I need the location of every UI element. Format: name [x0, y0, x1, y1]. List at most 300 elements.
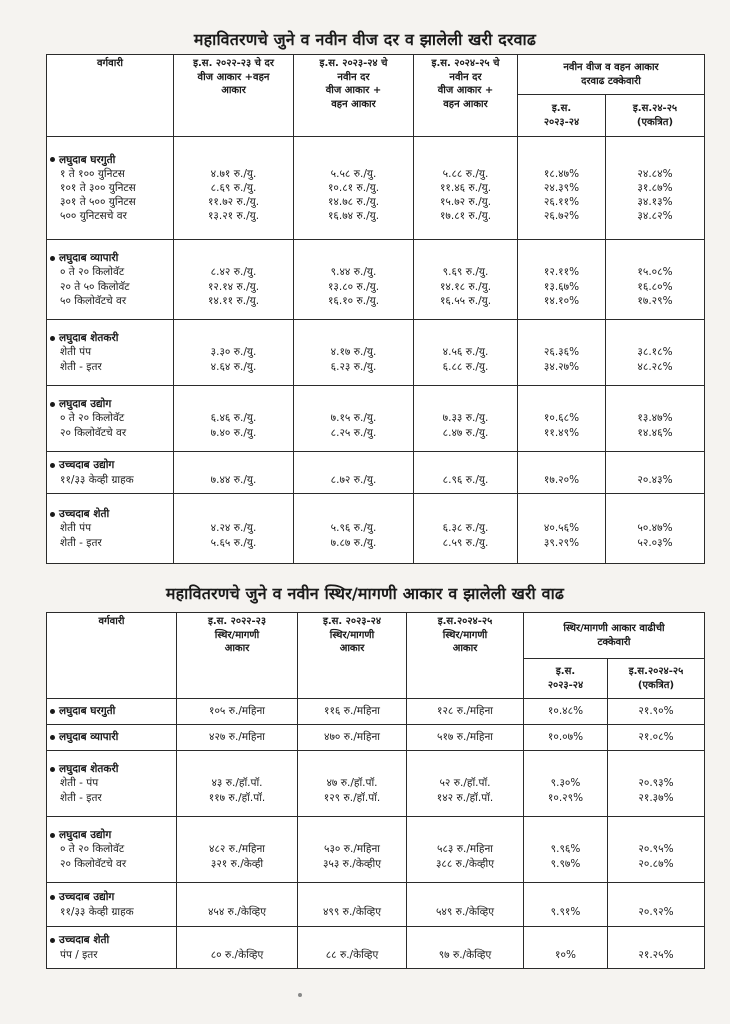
tariff-table	[46, 54, 705, 564]
header-line: आकार	[224, 643, 250, 654]
group-row	[47, 320, 705, 386]
value-text: १०.६८%	[543, 412, 580, 425]
fixed-charge-title: महावितरणचे जुने व नवीन स्थिर/मागणी आकार व झालेली खरी वाढ	[165, 584, 565, 603]
value-cell	[177, 751, 298, 817]
value-text: १४.१८ रु./यु.	[439, 280, 492, 293]
value-cell	[414, 137, 518, 240]
increase-subheader	[524, 659, 608, 699]
value-text: ८० रु./केव्हिए	[210, 948, 264, 961]
group-row	[47, 494, 705, 564]
value-cell	[294, 137, 414, 240]
value-cell	[177, 725, 298, 751]
value-text: ७.४० रु./यु.	[210, 426, 257, 439]
value-text: १४.७८ रु./यु.	[327, 196, 380, 209]
category-cell	[47, 927, 177, 969]
value-cell	[518, 137, 606, 240]
group-heading	[50, 828, 173, 842]
group-heading-text: लघुदाब व्यापारी	[59, 731, 119, 744]
category-cell	[47, 137, 174, 240]
value-text: ८.२५ रु./यु.	[330, 426, 377, 439]
value-cell	[608, 883, 705, 927]
value-cell	[407, 883, 524, 927]
group-heading-text: उच्चदाब उद्योग	[59, 891, 115, 904]
value-cell	[414, 386, 518, 452]
value-cell	[414, 320, 518, 386]
row-label: शेती - इतर	[60, 536, 102, 549]
value-text: ९.४४ रु./यु.	[330, 266, 377, 279]
group-row	[47, 137, 705, 240]
value-text: १०.०७%	[547, 731, 584, 744]
value-text: १२.११%	[543, 266, 580, 279]
header-line: इ.स.	[551, 103, 572, 114]
group-heading	[50, 251, 170, 265]
row-label: १ ते १०० युनिटस	[60, 167, 125, 180]
value-cell	[298, 817, 407, 883]
header-line: (एकत्रित)	[636, 116, 674, 128]
value-text: १४.१०%	[543, 294, 580, 307]
value-text: १४.४६%	[637, 426, 673, 439]
value-text: १५.०८%	[637, 266, 673, 279]
value-text: १३.६७%	[543, 280, 580, 293]
value-text: १३.२१ रु./यु.	[207, 210, 260, 223]
tariff-title: महावितरणचे जुने व नवीन वीज दर व झालेली खरी दरवाढ	[193, 30, 537, 49]
group-row	[47, 927, 705, 969]
value-text: २१.३७%	[638, 791, 674, 804]
value-cell	[298, 725, 407, 751]
value-text: ३२१ रु./केव्ही	[210, 857, 264, 870]
value-text: ५१७ रु./महिना	[437, 731, 493, 744]
value-text: २१.९०%	[638, 705, 674, 718]
value-text: ८.४२ रु./यु.	[210, 266, 257, 279]
value-cell	[298, 699, 407, 725]
value-text: ५२.०३%	[637, 536, 673, 549]
category-cell	[47, 494, 174, 564]
value-text: ४.६४ रु./यु.	[210, 360, 257, 373]
value-text: ३.३० रु./यु.	[210, 346, 257, 359]
group-row	[47, 751, 705, 817]
bullet-icon	[50, 336, 55, 341]
bullet-icon	[50, 833, 55, 838]
value-text: ५३० रु./महिना	[324, 843, 380, 856]
header-line: इ.स. २०२३-२४	[322, 616, 382, 627]
group-heading-text: लघुदाब घरगुती	[59, 153, 116, 166]
value-cell	[518, 240, 606, 320]
fixed-charge-table	[46, 612, 705, 969]
header-line: वीज आकार +	[437, 85, 494, 96]
value-cell	[407, 751, 524, 817]
value-cell	[414, 452, 518, 494]
value-text: २०.९३%	[638, 777, 674, 790]
value-text: ८.९६ रु./यु.	[442, 473, 489, 486]
value-text: ९.६९ रु./यु.	[442, 266, 489, 279]
value-text: ३९.२९%	[543, 536, 580, 549]
increase-header	[524, 613, 705, 659]
row-label: ० ते २० किलोवॅट	[60, 266, 125, 279]
value-cell	[407, 725, 524, 751]
value-text: ४९९ रु./केव्हिए	[322, 905, 382, 918]
group-heading	[50, 762, 173, 776]
row-label: २० किलोवॅटचे वर	[60, 426, 127, 439]
row-label: शेती पंप	[60, 522, 92, 535]
value-text: ११.७२ रु./यु.	[207, 196, 260, 209]
value-text: ४०.५६%	[543, 522, 580, 535]
header-line: इ.स. २०२४-२५ चे	[431, 58, 500, 69]
group-heading	[50, 730, 173, 744]
value-text: २६.३६%	[543, 346, 580, 359]
header-line: वीज आकार +वहन	[197, 71, 270, 83]
value-text: ११७ रु./हॉ.पॉ.	[208, 791, 266, 804]
year-header	[294, 55, 414, 137]
value-cell	[524, 699, 608, 725]
header-line: आकार	[452, 643, 478, 654]
bullet-icon	[50, 938, 55, 943]
category-cell	[47, 699, 177, 725]
category-cell	[47, 751, 177, 817]
category-cell	[47, 320, 174, 386]
increase-subheader	[606, 95, 705, 137]
value-text: ३४.८२%	[637, 210, 673, 223]
value-text: ३८८ रु./केव्हीए	[435, 857, 495, 870]
value-cell	[606, 452, 705, 494]
value-text: ५८३ रु./महिना	[437, 843, 493, 856]
value-text: ४८२ रु./महिना	[209, 843, 265, 856]
group-row	[47, 883, 705, 927]
value-cell	[606, 320, 705, 386]
header-line: इ.स. २०२२-२३	[207, 616, 267, 627]
row-label: शेती - इतर	[60, 360, 102, 373]
value-cell	[524, 927, 608, 969]
header-line: इ.स.	[555, 666, 576, 677]
header-line: इ.स. २०२२-२३ चे दर	[193, 58, 274, 69]
value-cell	[174, 320, 294, 386]
increase-subheader	[518, 95, 606, 137]
value-text: ११.४९%	[543, 426, 580, 439]
group-row	[47, 817, 705, 883]
category-cell	[47, 452, 174, 494]
bullet-icon	[50, 735, 55, 740]
header-line: आकार	[339, 643, 365, 654]
value-cell	[294, 386, 414, 452]
value-cell	[518, 452, 606, 494]
value-cell	[518, 320, 606, 386]
value-text: ३५३ रु./केव्हीए	[322, 857, 382, 870]
row-label: २० किलोवॅटचे वर	[60, 857, 127, 870]
value-text: ४.१७ रु./यु.	[330, 346, 377, 359]
value-text: १२.१४ रु./यु.	[207, 280, 260, 293]
header-line: नवीन दर	[337, 71, 370, 83]
year-header	[177, 613, 298, 699]
header-line: इ.स.२०२४-२५	[628, 666, 684, 677]
row-label: ० ते २० किलोवॅट	[60, 843, 125, 856]
value-cell	[294, 320, 414, 386]
value-text: ५.८८ रु./यु.	[442, 167, 489, 180]
group-row	[47, 725, 705, 751]
value-text: २०.९२%	[638, 905, 674, 918]
value-text: १२८ रु./महिना	[437, 705, 493, 718]
value-text: १०.८१ रु./यु.	[327, 181, 380, 194]
value-cell	[177, 699, 298, 725]
value-cell	[407, 817, 524, 883]
value-text: १६.७४ रु./यु.	[327, 210, 380, 223]
value-cell	[298, 751, 407, 817]
group-heading	[50, 458, 170, 472]
value-cell	[518, 494, 606, 564]
value-cell	[606, 494, 705, 564]
value-text: ३४.२७%	[543, 360, 580, 373]
value-cell	[414, 240, 518, 320]
group-heading-text: लघुदाब घरगुती	[59, 705, 116, 718]
bullet-icon	[50, 157, 55, 162]
row-label: ५०० युनिटसचे वर	[60, 210, 127, 223]
category-header: वर्गवारी	[47, 55, 174, 137]
value-text: ९.९६%	[550, 843, 581, 856]
value-cell	[608, 725, 705, 751]
value-text: ४.२४ रु./यु.	[210, 522, 257, 535]
value-cell	[298, 927, 407, 969]
header-line: टक्केवारी	[597, 636, 631, 648]
group-row	[47, 386, 705, 452]
value-cell	[177, 883, 298, 927]
row-label: ५० किलोवॅटचे वर	[60, 294, 127, 307]
value-text: ३१.८७%	[637, 181, 673, 194]
value-text: ८.५९ रु./यु.	[442, 536, 489, 549]
value-text: १४.११ रु./यु.	[207, 294, 260, 307]
value-text: ४७० रु./महिना	[324, 731, 380, 744]
value-text: ८८ रु./केव्हिए	[325, 948, 379, 961]
value-text: ६.८८ रु./यु.	[442, 360, 489, 373]
category-cell	[47, 240, 174, 320]
value-text: ४७ रु./हॉ.पॉ.	[326, 777, 378, 790]
value-text: ५.६५ रु./यु.	[210, 536, 257, 549]
header-line: नवीन वीज व वहन आकार	[563, 62, 659, 73]
row-label: २० ते ५० किलोवॅट	[60, 280, 130, 293]
value-text: ८.६९ रु./यु.	[210, 181, 257, 194]
value-text: ११.४६ रु./यु.	[439, 181, 492, 194]
value-text: १०.२९%	[547, 791, 584, 804]
group-row	[47, 699, 705, 725]
bullet-icon	[50, 256, 55, 261]
value-cell	[524, 725, 608, 751]
value-text: १६.५५ रु./यु.	[439, 294, 492, 307]
value-text: ७.८७ रु./यु.	[330, 536, 377, 549]
header-row	[47, 55, 705, 95]
row-label: ११/३३ केव्ही ग्राहक	[60, 905, 134, 918]
value-cell	[414, 494, 518, 564]
value-cell	[174, 137, 294, 240]
value-text: ४.५६ रु./यु.	[442, 346, 489, 359]
value-cell	[174, 452, 294, 494]
header-line: स्थिर/मागणी	[329, 629, 375, 641]
category-header: वर्गवारी	[47, 613, 177, 699]
value-text: १०५ रु./महिना	[209, 705, 265, 718]
bullet-icon	[50, 512, 55, 517]
value-cell	[174, 494, 294, 564]
value-text: २१.२५%	[638, 948, 674, 961]
value-text: ६.३८ रु./यु.	[442, 522, 489, 535]
value-text: १७.८१ रु./यु.	[439, 210, 492, 223]
value-cell	[608, 751, 705, 817]
value-text: ९७ रु./केव्हिए	[438, 948, 492, 961]
group-heading	[50, 331, 170, 345]
group-heading	[50, 933, 173, 947]
value-text: ७.४४ रु./यु.	[210, 473, 257, 486]
value-text: ५.५८ रु./यु.	[330, 167, 377, 180]
value-text: ४.७१ रु./यु.	[210, 167, 257, 180]
group-heading-text: लघुदाब शेतकरी	[59, 332, 119, 345]
header-line: वीज आकार +	[325, 85, 382, 96]
value-text: १७.२०%	[543, 473, 580, 486]
value-text: ९.३०%	[550, 777, 581, 790]
group-heading-text: उच्चदाब शेती	[59, 934, 110, 947]
value-text: ९.९७%	[550, 857, 581, 870]
value-cell	[606, 386, 705, 452]
group-row	[47, 240, 705, 320]
bullet-icon	[50, 895, 55, 900]
value-cell	[294, 240, 414, 320]
header-row	[47, 613, 705, 659]
value-text: ३८.१८%	[637, 346, 673, 359]
year-header	[407, 613, 524, 699]
header-line: २०२३-२४	[547, 679, 584, 691]
bullet-icon	[50, 767, 55, 772]
value-text: २०.९५%	[638, 843, 674, 856]
row-label: पंप / इतर	[60, 948, 98, 961]
value-text: १२९ रु./हॉ.पॉ.	[323, 791, 381, 804]
value-text: ५२ रु./हॉ.पॉ.	[439, 777, 491, 790]
year-header	[174, 55, 294, 137]
year-header	[414, 55, 518, 137]
value-cell	[524, 883, 608, 927]
header-line: दरवाढ टक्केवारी	[581, 75, 641, 87]
value-cell	[524, 817, 608, 883]
group-heading	[50, 153, 170, 167]
increase-header	[518, 55, 705, 95]
value-text: ६.४६ रु./यु.	[210, 412, 257, 425]
header-line: स्थिर/मागणी	[214, 629, 260, 641]
value-text: २१.०८%	[638, 731, 674, 744]
value-text: १४२ रु./हॉ.पॉ.	[436, 791, 494, 804]
value-cell	[606, 240, 705, 320]
row-label: ११/३३ केव्ही ग्राहक	[60, 473, 134, 486]
value-cell	[177, 927, 298, 969]
value-text: १५.७२ रु./यु.	[439, 196, 492, 209]
value-text: १०%	[555, 948, 576, 961]
value-cell	[174, 386, 294, 452]
row-label: ३०१ ते ५०० युनिटस	[60, 196, 136, 209]
value-text: ६.२३ रु./यु.	[330, 360, 377, 373]
value-text: ९.९१%	[550, 905, 581, 918]
value-cell	[298, 883, 407, 927]
value-text: २६.११%	[543, 196, 580, 209]
bullet-icon	[50, 463, 55, 468]
value-cell	[177, 817, 298, 883]
value-text: ४५४ रु./केव्हिए	[207, 905, 267, 918]
value-cell	[606, 137, 705, 240]
value-cell	[407, 927, 524, 969]
value-text: ११६ रु./महिना	[324, 705, 380, 718]
category-cell	[47, 386, 174, 452]
value-text: ४३ रु./हॉ.पॉ.	[211, 777, 263, 790]
value-text: १६.८०%	[637, 280, 673, 293]
header-line: इ.स.२०२४-२५	[437, 616, 493, 627]
header-line: आकार	[221, 85, 246, 96]
year-header	[298, 613, 407, 699]
value-cell	[518, 386, 606, 452]
value-text: ८.७२ रु./यु.	[330, 473, 377, 486]
header-line: वहन आकार	[443, 98, 488, 110]
value-cell	[608, 927, 705, 969]
value-text: १३.४७%	[637, 412, 673, 425]
value-text: २०.८७%	[638, 857, 674, 870]
group-heading	[50, 397, 170, 411]
value-text: २४.३९%	[543, 181, 580, 194]
value-text: २४.८४%	[637, 167, 673, 180]
group-heading-text: उच्चदाब उद्योग	[59, 459, 115, 472]
category-cell	[47, 725, 177, 751]
value-text: २०.४३%	[637, 473, 673, 486]
row-label: ० ते २० किलोवॅट	[60, 412, 125, 425]
group-heading	[50, 890, 173, 904]
header-line: (एकत्रित)	[637, 679, 675, 691]
value-text: ५.९६ रु./यु.	[330, 522, 377, 535]
group-heading-text: लघुदाब उद्योग	[59, 398, 112, 411]
value-cell	[294, 494, 414, 564]
stray-mark	[298, 993, 302, 997]
value-text: ४८.२८%	[637, 360, 673, 373]
value-text: १३.८० रु./यु.	[327, 280, 380, 293]
header-line: इ.स. २०२३-२४ चे	[319, 58, 388, 69]
value-text: ४२७ रु./महिना	[209, 731, 265, 744]
category-cell	[47, 883, 177, 927]
header-line: २०२३-२४	[543, 116, 580, 128]
value-text: ३४.१३%	[637, 196, 673, 209]
header-line: स्थिर/मागणी	[442, 629, 488, 641]
row-label: शेती पंप	[60, 346, 92, 359]
increase-subheader	[608, 659, 705, 699]
group-heading-text: लघुदाब उद्योग	[59, 829, 112, 842]
value-cell	[608, 699, 705, 725]
value-text: ५०.४७%	[637, 522, 673, 535]
value-cell	[524, 751, 608, 817]
value-cell	[407, 699, 524, 725]
value-text: १६.१० रु./यु.	[327, 294, 380, 307]
row-label: १०१ ते ३०० युनिटस	[60, 181, 136, 194]
value-text: ७.३३ रु./यु.	[442, 412, 489, 425]
header-line: नवीन दर	[449, 71, 482, 83]
value-cell	[608, 817, 705, 883]
category-cell	[47, 817, 177, 883]
value-text: १८.४७%	[543, 167, 580, 180]
value-text: ५४९ रु./केव्हिए	[435, 905, 495, 918]
row-label: शेती - पंप	[60, 777, 99, 790]
row-label: शेती - इतर	[60, 791, 102, 804]
group-heading-text: उच्चदाब शेती	[59, 508, 110, 521]
bullet-icon	[50, 402, 55, 407]
value-text: ८.४७ रु./यु.	[442, 426, 489, 439]
value-text: २६.७२%	[543, 210, 580, 223]
value-text: १०.४८%	[547, 705, 584, 718]
value-text: १७.२९%	[637, 294, 673, 307]
value-cell	[174, 240, 294, 320]
header-line: स्थिर/मागणी आकार वाढीची	[563, 623, 665, 634]
group-heading	[50, 507, 170, 521]
header-line: वहन आकार	[331, 98, 376, 110]
group-row	[47, 452, 705, 494]
value-text: ७.१५ रु./यु.	[330, 412, 377, 425]
group-heading-text: लघुदाब शेतकरी	[59, 763, 119, 776]
group-heading-text: लघुदाब व्यापारी	[59, 252, 119, 265]
group-heading	[50, 704, 173, 718]
